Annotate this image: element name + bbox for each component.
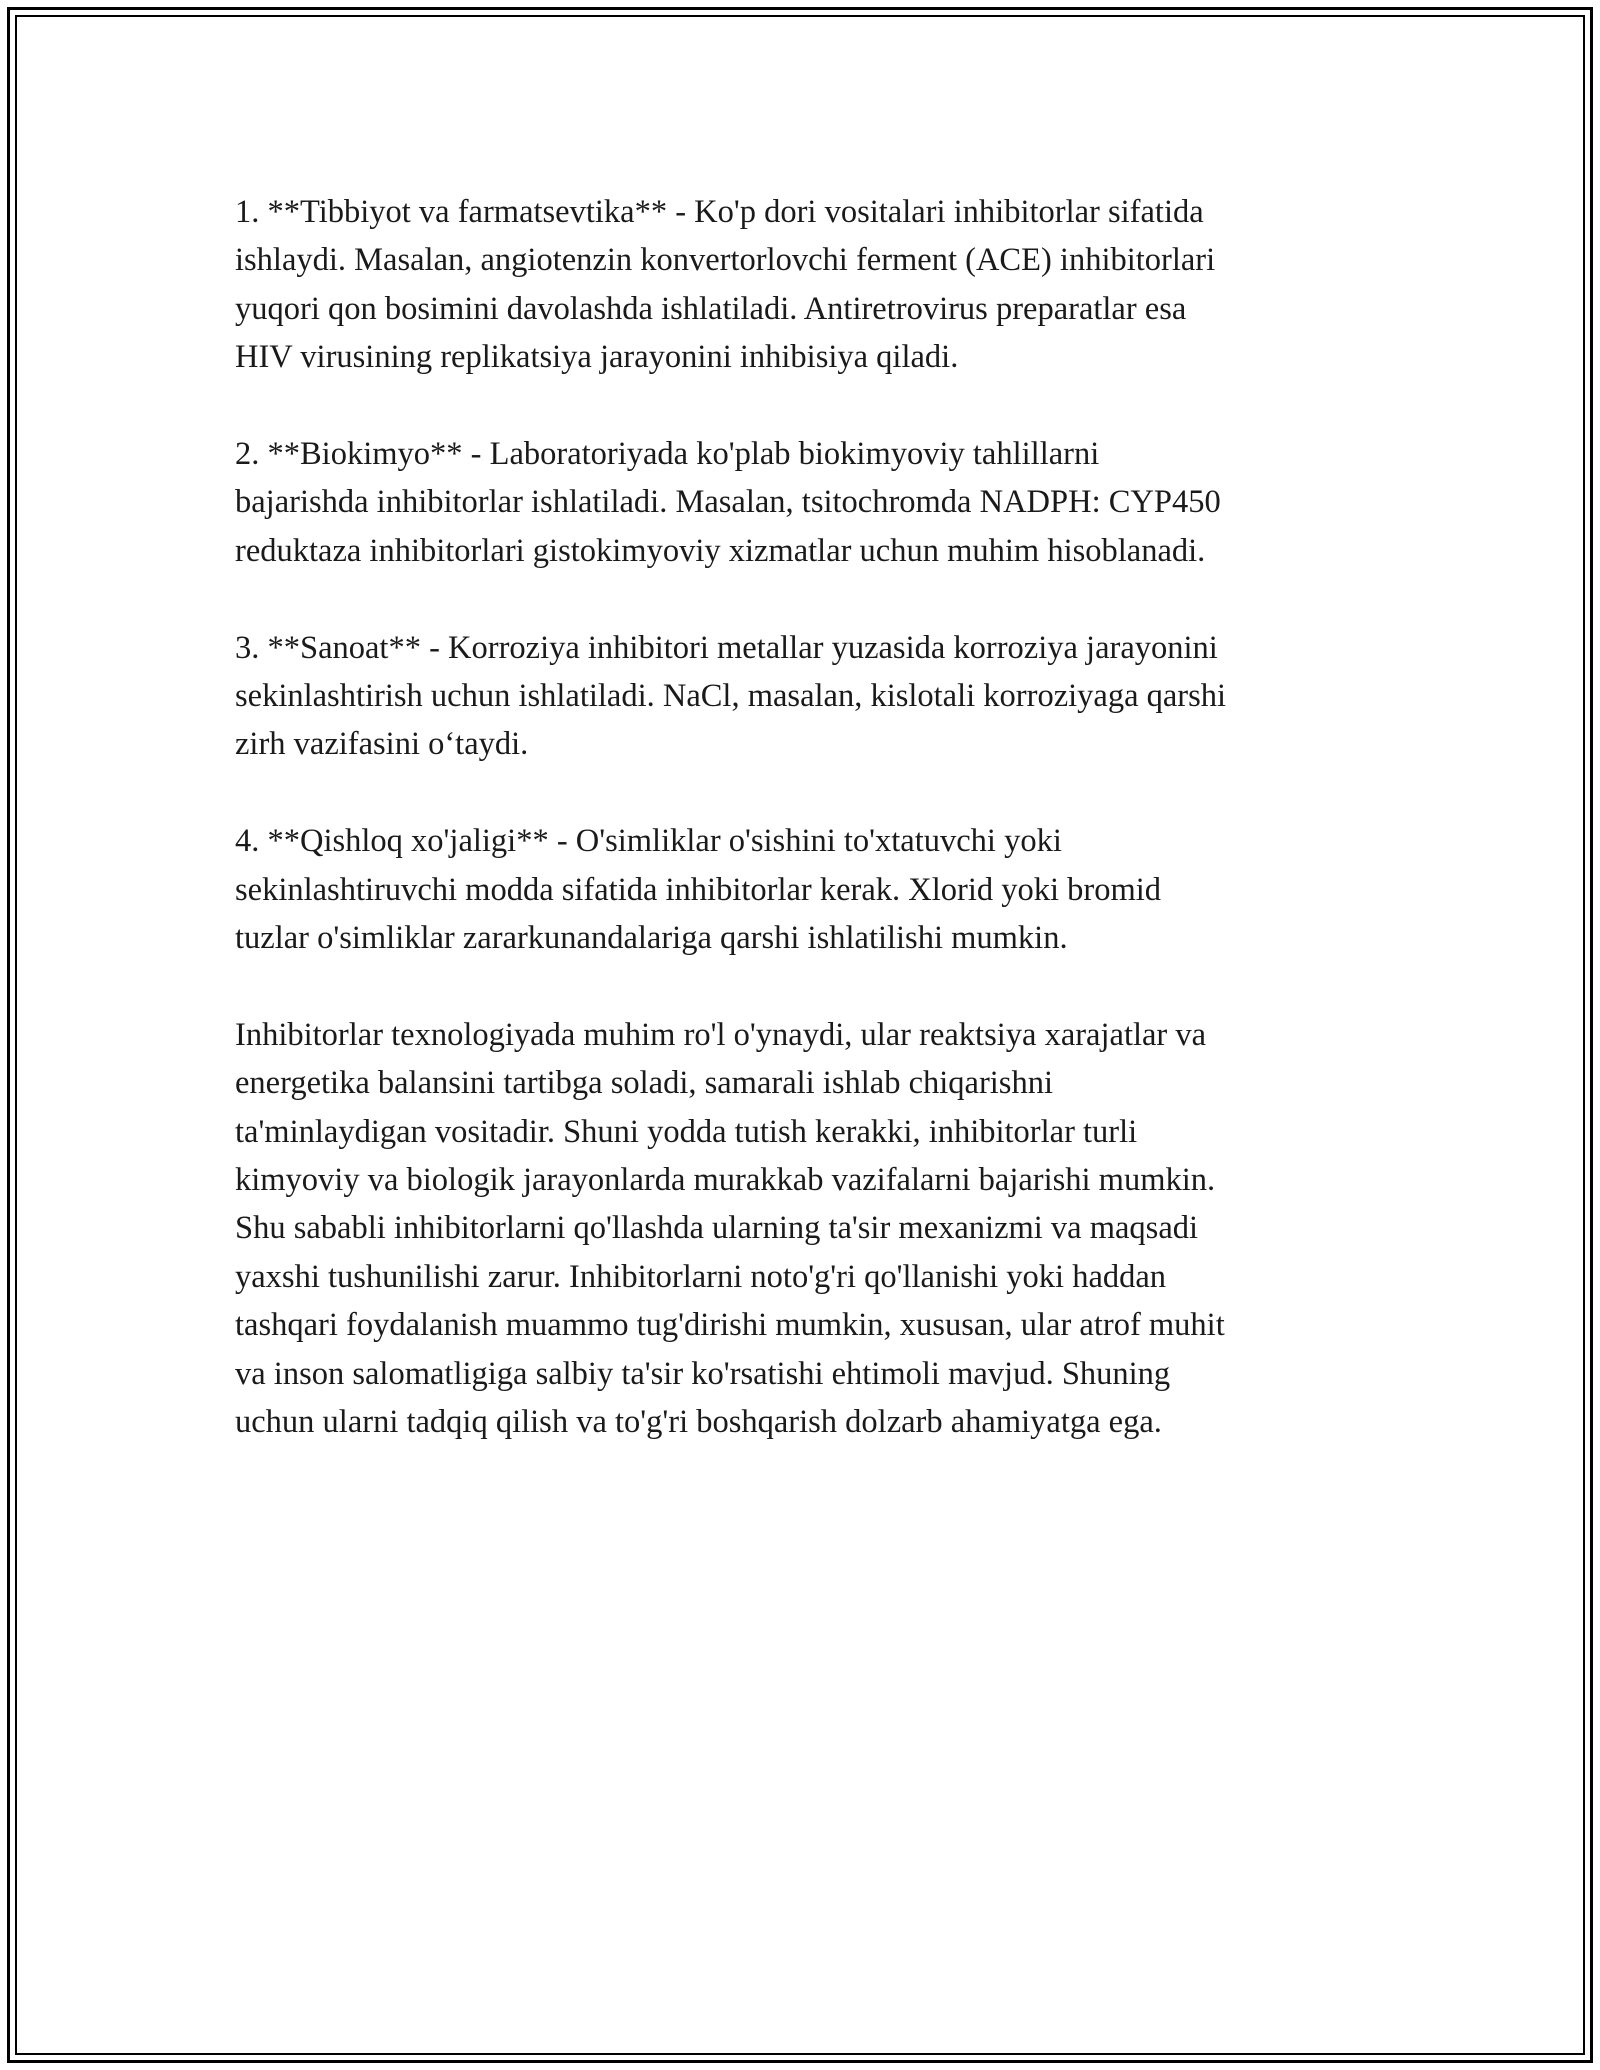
list-item-biochemistry: 2. **Biokimyo** - Laboratoriyada ko'plab biokimyoviy tahlillarni bajarishda inhibitorlar ishlatiladi. Masalan, tsitochromda NADPH: CYP450 reduktaza inhibitorlari gistokimyoviy xizmatlar uchun muhim hisoblanadi. bbox=[235, 436, 1221, 569]
list-item-industry: 3. **Sanoat** - Korroziya inhibitori metallar yuzasida korroziya jarayonini sekinlashtirish uchun ishlatiladi. NaCl, masalan, kislotali korroziyaga qarshi zirh vazifasini o‘taydi. bbox=[235, 629, 1227, 763]
conclusion-paragraph: Inhibitorlar texnologiyada muhim ro'l o'ynaydi, ular reaktsiya xarajatlar va energetika balansini tartibga soladi, samarali ishlab chiqarishni ta'minlaydigan vositadir. Shuni yodda tutish kerakki, inhibitorlar turli kimyoviy va biologik jarayonlarda murakkab vazifalarni bajarishi mumkin. Shu sababli inhibitorlarni qo'llashda ularning ta'sir mexanizmi va maqsadi yaxshi tushunilishi zarur. Inhibitorlarni noto'g'ri qo'llanishi yoki haddan tashqari foydalanish muammo tug'dirishi mumkin, xususan, ular atrof muhit va inson salomatligiga salbiy ta'sir ko'rsatishi ehtimoli mavjud. Shuning uchun ularni tadqiq qilish va to'g'ri boshqarish dolzarb ahamiyatga ega. bbox=[235, 1016, 1225, 1441]
list-item-medicine: 1. **Tibbiyot va farmatsevtika** - Ko'p dori vositalari inhibitorlar sifatida ishlaydi. Masalan, angiotenzin konvertorlovchi ferment (ACE) inhibitorlari yuqori qon bosimini davolashda ishlatiladi. Antiretrovirus preparatlar esa HIV virusining replikatsiya jarayonini inhibisiya qiladi. bbox=[235, 194, 1216, 376]
list-item-agriculture: 4. **Qishloq xo'jaligi** - O'simliklar o'sishini to'xtatuvchi yoki sekinlashtiruvchi modda sifatida inhibitorlar kerak. Xlorid yoki bromid tuzlar o'simliklar zararkunandalariga qarshi ishlatilishi mumkin. bbox=[235, 823, 1162, 957]
document-body bbox=[235, 188, 1365, 1447]
